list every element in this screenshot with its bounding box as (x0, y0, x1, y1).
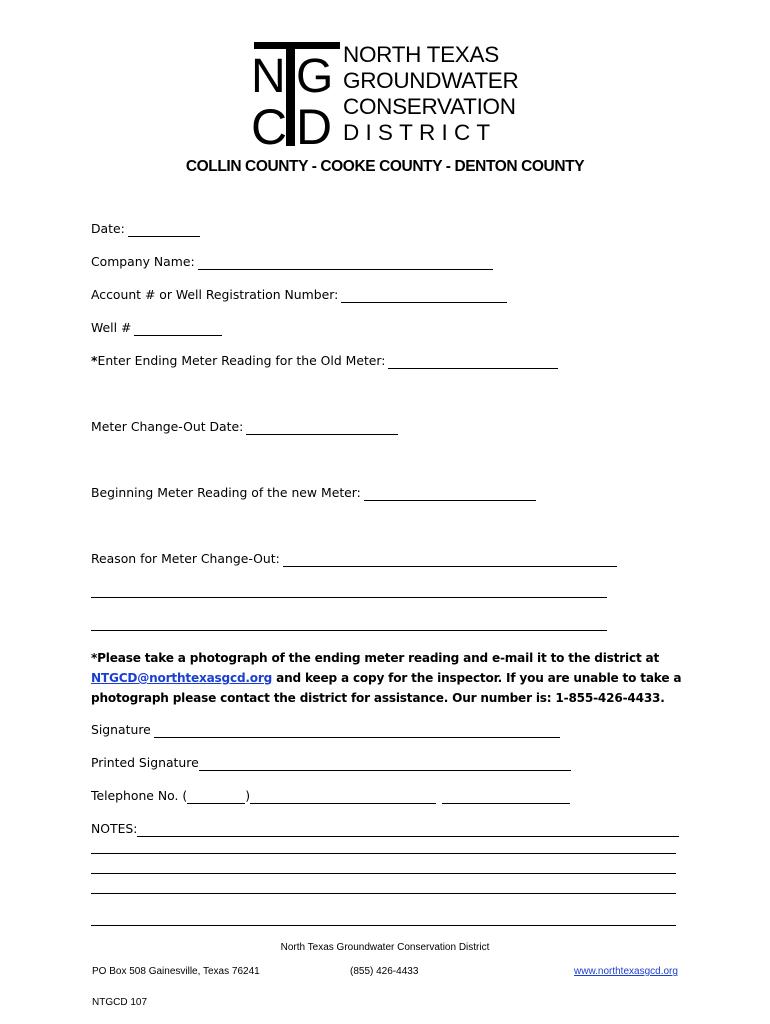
telephone-extra-input-line[interactable] (442, 791, 570, 804)
ending-reading-input-line[interactable] (388, 356, 558, 369)
footer-org-name: North Texas Groundwater Conservation District (280, 942, 490, 953)
company-name-input-line[interactable] (198, 257, 493, 270)
printed-signature-input-line[interactable] (199, 758, 571, 771)
logo-letter-g: G (296, 50, 334, 103)
telephone-label: Telephone No. ( (91, 788, 188, 803)
reason-input-line[interactable] (283, 554, 617, 567)
ntgcd-logo (250, 40, 530, 150)
photo-instructions-part-1: *Please take a photograph of the ending meter reading and e-mail it to the district at (91, 651, 660, 665)
notes-input-line-3[interactable] (91, 873, 676, 874)
beginning-reading-field (91, 485, 536, 501)
photo-instructions (91, 648, 691, 708)
ending-reading-label: Enter Ending Meter Reading for the Old Meter: (97, 353, 386, 368)
changeout-date-input-line[interactable] (246, 422, 398, 435)
reason-input-line-2[interactable] (91, 597, 607, 598)
signature-field (91, 722, 560, 738)
date-field (91, 221, 200, 237)
logo-line-4: DISTRICT (343, 120, 497, 145)
changeout-date-field (91, 419, 398, 435)
notes-input-line-2[interactable] (91, 853, 676, 854)
well-number-input-line[interactable] (134, 323, 222, 336)
notes-input-line-5[interactable] (91, 925, 676, 926)
telephone-close-paren: ) (245, 788, 251, 803)
footer-website-link[interactable]: www.northtexasgcd.org (574, 966, 678, 977)
signature-label: Signature (91, 722, 151, 737)
district-email-link[interactable]: NTGCD@northtexasgcd.org (91, 671, 273, 685)
logo-line-3: CONSERVATION (343, 94, 516, 119)
printed-signature-field (91, 755, 571, 771)
county-subtitle: COLLIN COUNTY - COOKE COUNTY - DENTON COUNTY (185, 158, 585, 175)
date-label: Date: (91, 221, 125, 236)
telephone-field (91, 788, 570, 804)
company-name-field (91, 254, 493, 270)
well-number-label: Well # (91, 320, 132, 335)
reason-label: Reason for Meter Change-Out: (91, 551, 280, 566)
footer-phone: (855) 426-4433 (350, 966, 419, 977)
area-code-input-line[interactable] (187, 791, 245, 804)
date-input-line[interactable] (128, 224, 200, 237)
reason-input-line-3[interactable] (91, 630, 607, 631)
well-number-field (91, 320, 222, 336)
logo-org-name (343, 42, 533, 146)
logo-line-1: NORTH TEXAS (343, 42, 499, 67)
beginning-reading-label: Beginning Meter Reading of the new Meter: (91, 485, 361, 500)
notes-input-line-1[interactable] (137, 824, 679, 837)
notes-field (91, 821, 679, 837)
logo-letter-c: C (251, 99, 288, 148)
notes-label: NOTES: (91, 821, 138, 836)
ntgcd-monogram (250, 40, 345, 148)
reason-field (91, 551, 617, 567)
printed-signature-label: Printed Signature (91, 755, 199, 770)
form-code: NTGCD 107 (92, 997, 148, 1008)
account-number-field (91, 287, 507, 303)
ending-reading-asterisk: * (91, 353, 98, 368)
account-number-label: Account # or Well Registration Number: (91, 287, 339, 302)
footer-address: PO Box 508 Gainesville, Texas 76241 (92, 966, 260, 977)
signature-input-line[interactable] (154, 725, 560, 738)
ending-reading-field (91, 353, 558, 369)
company-name-label: Company Name: (91, 254, 195, 269)
photo-instructions-part-2: and keep a copy for the inspector. If you are unable to take a photograph please contact the district for assistance. Our number is: 1-855-426-4433. (91, 671, 682, 705)
beginning-reading-input-line[interactable] (364, 488, 536, 501)
logo-letter-d: D (296, 99, 333, 148)
logo-line-2: GROUNDWATER (343, 68, 519, 93)
notes-input-line-4[interactable] (91, 893, 676, 894)
changeout-date-label: Meter Change-Out Date: (91, 419, 244, 434)
account-number-input-line[interactable] (341, 290, 507, 303)
telephone-input-line[interactable] (250, 791, 436, 804)
logo-letter-n: N (251, 50, 286, 103)
